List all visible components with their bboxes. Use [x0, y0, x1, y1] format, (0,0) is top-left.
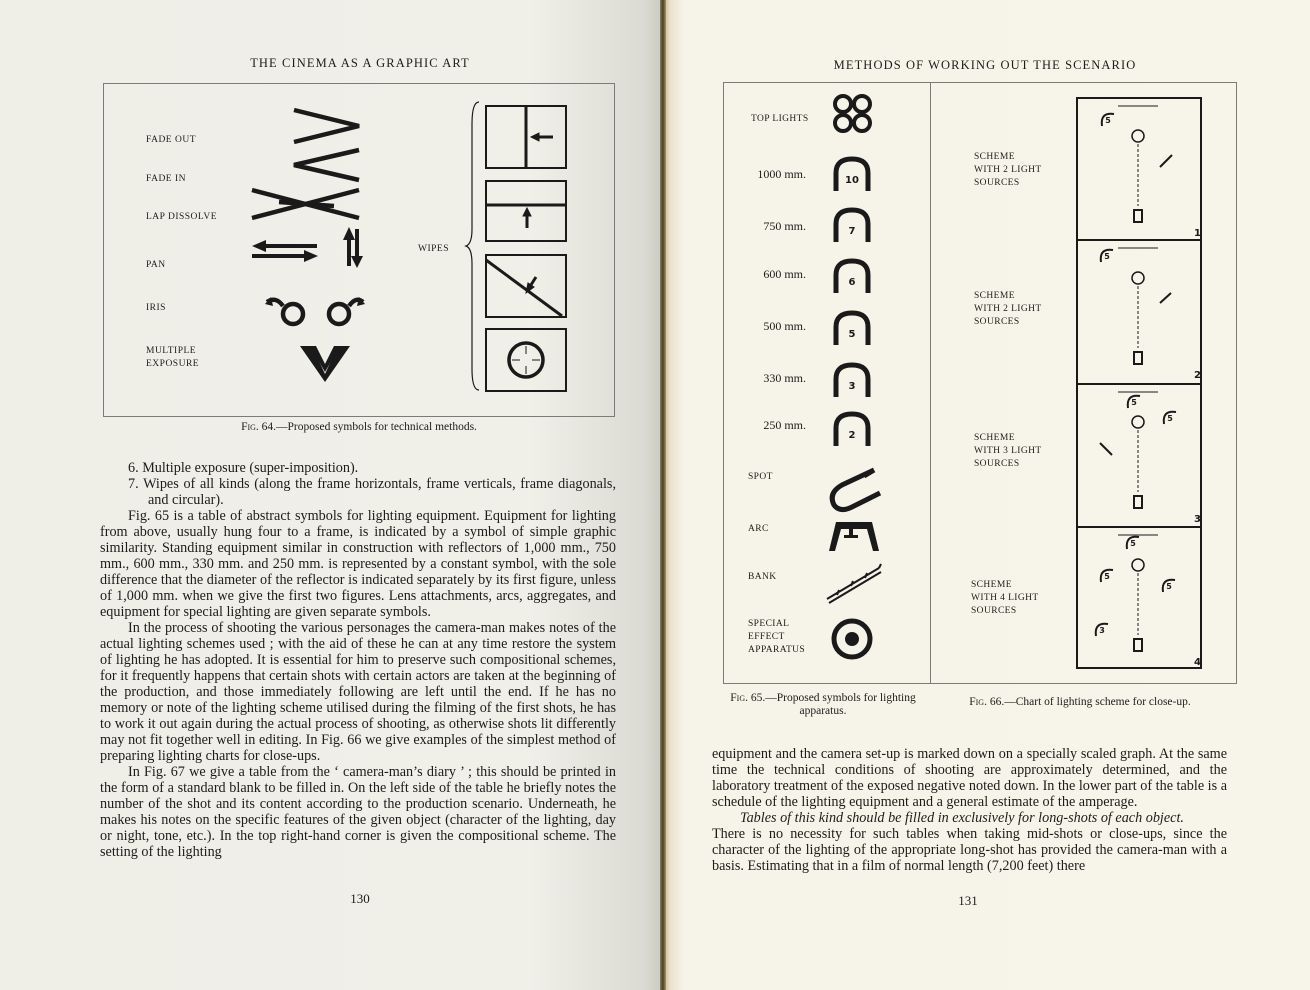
page-number-right: 131 — [958, 893, 978, 908]
special-effect-icon — [834, 621, 870, 657]
label-fade-out: FADE OUT — [146, 135, 197, 145]
lap-dissolve-icon — [252, 190, 359, 218]
label-bank: BANK — [748, 572, 777, 582]
label-600mm: 600 mm. — [763, 267, 806, 281]
figure-65-66 — [723, 82, 1237, 684]
reflector-number: 3 — [848, 381, 856, 392]
wipe-circular-icon — [486, 329, 566, 391]
top-lights-icon — [835, 96, 870, 131]
scheme-3-line2: WITH 3 LIGHT — [974, 446, 1042, 456]
scheme-2-line1: SCHEME — [974, 291, 1015, 301]
fade-in-icon — [294, 150, 359, 180]
lamp-number: 5 — [1104, 572, 1110, 581]
lamp-number: 5 — [1131, 398, 1137, 407]
reflector-number: 6 — [848, 277, 856, 288]
caption-64-prefix: Fig. 64. — [241, 421, 277, 433]
paragraph: In Fig. 67 we give a table from the ‘ camera-man’s diary ’ ; this should be printed in the form of a standard blank to be filled in. On the left side of the table he briefly notes the number of the shot and its content according to the production scenario. Underneath, he makes his notes on the specific features of the given object (character of the lighting, day or night, tone, etc.). In the top right-hand corner is given the compositional scheme. The setting of the lighting — [100, 764, 616, 860]
arc-icon — [829, 522, 879, 551]
bank-mark — [1100, 443, 1112, 455]
scheme-number: 1 — [1194, 228, 1201, 239]
scheme-number: 4 — [1194, 657, 1201, 668]
figure-66-caption — [965, 696, 1195, 709]
reflector-number: 7 — [848, 226, 856, 237]
fade-out-icon — [294, 110, 359, 142]
label-250mm: 250 mm. — [763, 418, 806, 432]
list-item-7: 7. Wipes of all kinds (along the frame horizontals, frame verticals, frame diagonals, and circular). — [128, 476, 616, 508]
camera-icon — [1134, 352, 1142, 364]
scheme-4-line3: SOURCES — [971, 606, 1017, 616]
label-effect: EFFECT — [748, 632, 785, 642]
paragraph: Fig. 65 is a table of abstract symbols for lighting equipment. Equipment for lighting from above, usually hung four to a frame, is indicated by a symbol of simple graphic similarity. Standing equipment similar in construction with reflectors of 1,000 mm., 750 mm., 600 mm., 330 mm. and 250 mm. is represented by a constant symbol, with the sole difference that the diameter of the reflector is indicated separately by its first figure, unless of 1,000 mm. when we give the first two figures. Lens attachments, arcs, aggregates, and equipment for special lighting are given separate symbols. — [100, 508, 616, 620]
label-iris: IRIS — [146, 303, 166, 313]
scheme-3-line1: SCHEME — [974, 433, 1015, 443]
bank-icon — [827, 564, 881, 603]
scheme-1-line1: SCHEME — [974, 152, 1015, 162]
subject-icon — [1132, 559, 1144, 571]
label-special: SPECIAL — [748, 619, 790, 629]
book-gutter — [660, 0, 666, 990]
reflector-number: 5 — [848, 329, 856, 340]
label-pan: PAN — [146, 260, 166, 270]
wipes-brace — [466, 102, 479, 390]
italic-paragraph: Tables of this kind should be filled in exclusively for long-shots of each object. — [740, 810, 1184, 826]
label-750mm: 750 mm. — [763, 219, 806, 233]
page-number-left: 130 — [350, 891, 370, 906]
subject-icon — [1132, 416, 1144, 428]
scheme-frames — [1077, 98, 1201, 668]
caption-65-text: —Proposed symbols for lighting apparatus. — [765, 692, 916, 717]
label-apparatus: APPARATUS — [748, 645, 806, 655]
scheme-number: 3 — [1194, 514, 1201, 525]
paragraph: equipment and the camera set-up is marked down on a specially scaled graph. At the same time the technical conditions of shooting are approximately determined, and the laboratory treatment of the exposed negative noted down. In the lower part of the table is a schedule of the lighting equipment and a general estimate of the amperage. — [712, 746, 1227, 810]
reflector-number: 2 — [848, 430, 856, 441]
scheme-3-line3: SOURCES — [974, 459, 1020, 469]
label-330mm: 330 mm. — [763, 371, 806, 385]
fig65-66-symbols — [724, 83, 1238, 685]
scheme-1-line2: WITH 2 LIGHT — [974, 165, 1042, 175]
wipe-diagonal-icon — [486, 255, 566, 317]
lamp-number: 5 — [1166, 582, 1172, 591]
label-spot: SPOT — [748, 472, 773, 482]
paragraph: There is no necessity for such tables when taking mid-shots or close-ups, since the character of the lighting of the appropriate long-shot has provided the camera-man with a basis. Estimating that in a film of normal length (7,200 feet) there — [712, 826, 1227, 874]
scheme-1-line3: SOURCES — [974, 178, 1020, 188]
label-arc: ARC — [748, 524, 769, 534]
right-page-body — [712, 746, 1227, 874]
camera-icon — [1134, 210, 1142, 222]
caption-66-text: —Chart of lighting scheme for close-up. — [1004, 696, 1191, 708]
scheme-number: 2 — [1194, 370, 1201, 381]
subject-icon — [1132, 130, 1144, 142]
label-top-lights: TOP LIGHTS — [751, 114, 809, 124]
caption-64-text: —Proposed symbols for technical methods. — [276, 421, 477, 433]
scheme-4-line1: SCHEME — [971, 580, 1012, 590]
label-500mm: 500 mm. — [763, 319, 806, 333]
scheme-2-line2: WITH 2 LIGHT — [974, 304, 1042, 314]
scheme-4-line2: WITH 4 LIGHT — [971, 593, 1039, 603]
list-item-6: 6. Multiple exposure (super-imposition). — [128, 460, 359, 476]
bank-mark — [1160, 155, 1172, 167]
subject-icon — [1132, 272, 1144, 284]
label-fade-in: FADE IN — [146, 174, 187, 184]
lamp-number: 5 — [1104, 252, 1110, 261]
camera-icon — [1134, 496, 1142, 508]
caption-66-prefix: Fig. 66. — [969, 696, 1005, 708]
lamp-number: 5 — [1105, 116, 1111, 125]
figure-64 — [103, 83, 615, 417]
lamp-number: 3 — [1099, 626, 1105, 635]
running-head-left: THE CINEMA AS A GRAPHIC ART — [250, 56, 470, 70]
paragraph: In the process of shooting the various personages the camera-man makes notes of the actual lighting schemes used ; with the aid of these he can at any time restore the system of lighting he has adopted. It is essential for him to preserve such compositional schemes, for it frequently happens that certain shots with certain actors are taken at the beginning of the production, and those immediately following are left until the end. If he has no memory or note of the lighting scheme utilised during the filming of the first shots, he has to work it out again during the actual process of shooting, as otherwise shots lit differently may not fit together well in editing. In Fig. 66 we give examples of the simplest method of preparing lighting charts for close-ups. — [100, 620, 616, 764]
label-multiple: MULTIPLE — [146, 346, 197, 356]
pan-vertical-icon — [343, 227, 363, 268]
iris-icon — [267, 300, 363, 324]
label-1000mm: 1000 mm. — [757, 167, 806, 181]
wipe-vertical-icon — [486, 181, 566, 241]
left-page-body — [100, 460, 616, 860]
camera-icon — [1134, 639, 1142, 651]
label-exposure: EXPOSURE — [146, 359, 200, 369]
figure-65-caption — [728, 692, 918, 718]
reflector-number: 10 — [845, 175, 859, 186]
pan-horizontal-icon — [252, 240, 318, 262]
scheme-2-line3: SOURCES — [974, 317, 1020, 327]
wipe-horizontal-icon — [486, 106, 566, 168]
bank-mark — [1160, 293, 1171, 303]
lamp-number: 5 — [1167, 414, 1173, 423]
fig64-symbols — [104, 84, 616, 418]
caption-65-prefix: Fig. 65. — [730, 692, 766, 704]
multiple-exposure-icon — [300, 346, 350, 382]
running-head-right: METHODS OF WORKING OUT THE SCENARIO — [833, 58, 1137, 72]
label-lap-dissolve: LAP DISSOLVE — [146, 212, 218, 222]
label-wipes: WIPES — [418, 244, 449, 254]
figure-64-caption — [103, 421, 615, 434]
lamp-number: 5 — [1130, 539, 1136, 548]
spot-icon — [832, 470, 880, 510]
